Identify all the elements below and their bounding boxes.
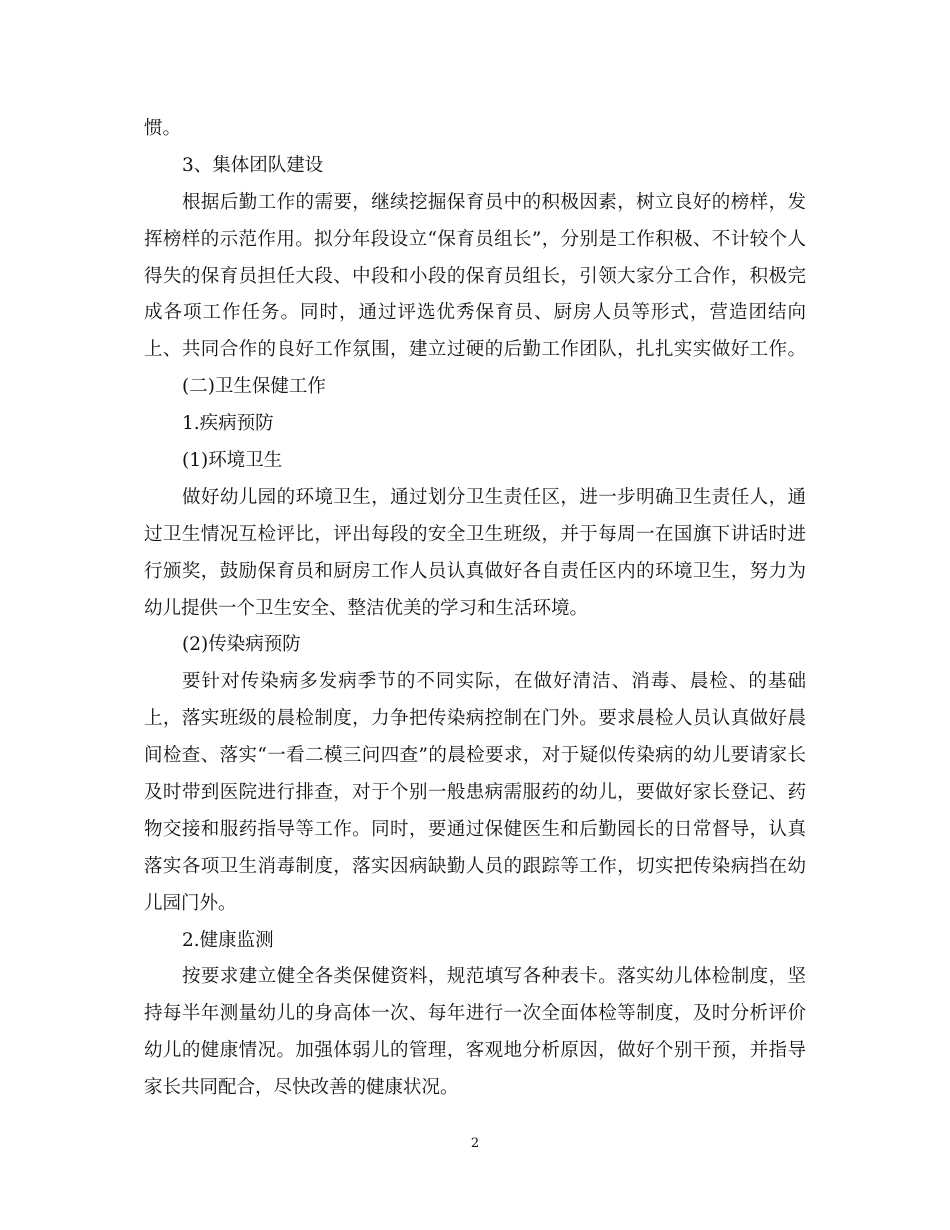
text-line: 得失的保育员担任大段、中段和小段的保育员组长，引领大家分工合作，积极完: [144, 265, 806, 287]
text-line: 惯。: [144, 118, 182, 139]
text-line: (二)卫生保健工作: [182, 376, 326, 398]
text-line: 幼儿的健康情况。加强体弱儿的管理，客观地分析原因，做好个别干预，并指导: [144, 1040, 806, 1062]
text-line: 持每半年测量幼儿的身高体一次、每年进行一次全面体检等制度，及时分析评价: [144, 1003, 806, 1025]
text-line: 做好幼儿园的环境卫生，通过划分卫生责任区，进一步明确卫生责任人，通: [182, 486, 806, 508]
text-line: 要针对传染病多发病季节的不同实际，在做好清洁、消毒、晨检、的基础: [182, 671, 806, 693]
text-line: 及时带到医院进行排查，对于个别一般患病需服药的幼儿，要做好家长登记、药: [144, 782, 806, 804]
text-line: 按要求建立健全各类保健资料，规范填写各种表卡。落实幼儿体检制度，坚: [182, 966, 806, 988]
text-line: 成各项工作任务。同时，通过评选优秀保育员、厨房人员等形式，营造团结向: [144, 302, 806, 324]
text-line: 根据后勤工作的需要，继续挖掘保育员中的积极因素，树立良好的榜样，发: [182, 191, 806, 213]
document-body: [144, 111, 806, 1107]
page-number: 2: [470, 1136, 480, 1151]
text-line: 挥榜样的示范作用。拟分年段设立“保育员组长”，分别是工作积极、不计较个人: [144, 228, 806, 250]
text-line: 过卫生情况互检评比，评出每段的安全卫生班级，并于每周一在国旗下讲话时进: [144, 523, 806, 545]
text-line: 上，落实班级的晨检制度，力争把传染病控制在门外。要求晨检人员认真做好晨: [144, 708, 806, 730]
text-line: 儿园门外。: [144, 892, 237, 914]
text-line: 幼儿提供一个卫生安全、整洁优美的学习和生活环境。: [144, 597, 589, 619]
text-line: 2.健康监测: [182, 929, 274, 951]
text-line: 上、共同合作的良好工作氛围，建立过硬的后勤工作团队，扎扎实实做好工作。: [144, 339, 806, 361]
text-line: (2)传染病预防: [182, 634, 301, 656]
text-line: 物交接和服药指导等工作。同时，要通过保健医生和后勤园长的日常督导，认真: [144, 818, 806, 840]
text-line: 3、集体团队建设: [182, 154, 324, 176]
text-line: 间检查、落实“一看二模三问四查”的晨检要求，对于疑似传染病的幼儿要请家长: [144, 745, 806, 767]
text-line: 落实各项卫生消毒制度，落实因病缺勤人员的跟踪等工作，切实把传染病挡在幼: [144, 855, 806, 877]
text-line: (1)环境卫生: [182, 450, 283, 472]
text-line: 行颁奖，鼓励保育员和厨房工作人员认真做好各自责任区内的环境卫生，努力为: [144, 560, 806, 582]
text-line: 1.疾病预防: [182, 413, 274, 435]
text-line: 家长共同配合，尽快改善的健康状况。: [144, 1077, 459, 1099]
